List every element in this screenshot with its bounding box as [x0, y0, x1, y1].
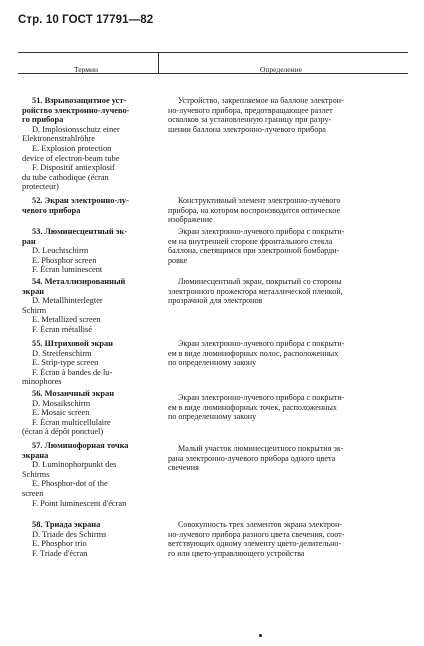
term-title: 54. Металлизированный [32, 277, 126, 286]
term-foreign: F. Écran luminescent [32, 265, 103, 275]
definition-line: ветствующих одному элементу цвето-делительно- [168, 539, 342, 549]
term-foreign: protecteur) [22, 182, 59, 192]
definition-line: Конструктивный элемент электронно-лучевого [178, 196, 341, 205]
definition-line: Малый участок люминесцентного покрытия эк- [178, 444, 344, 453]
term-foreign: du tube cathodique (écran [22, 172, 109, 182]
term-foreign: (écran à dépôt ponctuel) [22, 427, 104, 437]
definition-entry-53 [168, 227, 404, 265]
definition-entry-58 [168, 520, 404, 558]
definition-line: шении баллона электронно-лучевого прибора [168, 124, 326, 134]
term-title: экрана [22, 450, 49, 460]
term-entry-52 [22, 196, 162, 215]
term-foreign: F. Écran multicellulaire [32, 417, 111, 427]
term-foreign: D. Mosaikschirm [32, 398, 91, 408]
definition-entry-57 [168, 444, 404, 473]
term-foreign: D. Implosionsschutz einer [32, 124, 120, 134]
definition-line: но-лучевого прибора разного цвета свечения, соот- [168, 529, 345, 539]
definition-line: ем на внутренней стороне фронтального стекла [168, 236, 333, 246]
definition-entry-56 [168, 393, 404, 422]
page-mark [259, 634, 262, 637]
term-title: 58. Триада экрана [32, 520, 101, 529]
definition-line: изображение [168, 215, 213, 225]
term-title: ройство электронно-лучево- [22, 105, 130, 115]
term-foreign: E. Phosphor screen [32, 255, 97, 265]
term-title: 56. Мозаичный экран [32, 389, 115, 398]
definition-line: Устройство, закрепляемое на баллоне электрон- [178, 96, 344, 105]
term-foreign: Schirm [22, 305, 47, 315]
definition-line: электронного прожектора металлической пленкой, [168, 286, 343, 296]
term-foreign: E. Metallized screen [32, 315, 101, 325]
definition-entry-52 [168, 196, 404, 225]
term-foreign: E. Strip-type screen [32, 358, 99, 368]
term-title: чевого прибора [22, 205, 81, 215]
definition-line: осколков за установленную границу при разру- [168, 115, 332, 125]
definition-line: Люминесцентный экран, покрытый со стороны [178, 277, 342, 286]
term-foreign: D. Streifenschirm [32, 348, 92, 358]
page-header: Стр. 10 ГОСТ 17791—82 [18, 14, 154, 26]
term-entry-51 [22, 96, 162, 192]
definition-line: прибора, на котором воспроизводится оптическое [168, 205, 341, 215]
term-foreign: E. Mosaic screen [32, 408, 90, 418]
column-divider [158, 52, 159, 74]
definition-line: по определенному закону [168, 412, 257, 422]
term-foreign: F. Écran à bandes de lu- [32, 367, 113, 377]
term-title: 55. Штриховой экран [32, 339, 113, 348]
term-foreign: screen [22, 488, 44, 498]
term-foreign: minophores [22, 377, 62, 387]
term-entry-55 [22, 339, 162, 387]
definition-line: Экран электронно-лучевого прибора с покрыти- [178, 227, 345, 236]
definition-line: свечения [168, 463, 199, 473]
definition-entry-51 [168, 96, 404, 134]
term-title: ран [22, 236, 36, 246]
term-title: 52. Экран электронно-лу- [32, 196, 129, 205]
term-foreign: Elektronenstrahlröhre [22, 134, 96, 144]
definition-entry-55 [168, 339, 404, 368]
definition-line: баллона, светящимся при электронной бомбарди- [168, 246, 340, 256]
term-foreign: D. Leuchtschirm [32, 246, 89, 256]
definition-line: Экран электронно-лучевого прибора с покрыти- [178, 393, 345, 402]
definition-entry-54 [168, 277, 404, 306]
definition-line: ем в виде люминофорных полос, расположенных [168, 348, 339, 358]
term-foreign: D. Triade des Schirms [32, 529, 107, 539]
term-title: го прибора [22, 115, 64, 125]
term-foreign: E. Phosphor trio [32, 539, 87, 549]
definition-line: го или цвето-управляющего устройства [168, 548, 305, 558]
definition-line: рана электронно-лучевого прибора одного цвета [168, 453, 336, 463]
term-title: 51. Взрывозащитное уст- [32, 96, 127, 105]
term-foreign: Schirms [22, 469, 50, 479]
definition-line: Совокупность трех элементов экрана электрон- [178, 520, 342, 529]
term-entry-57 [22, 441, 162, 508]
definition-line: но-лучевого прибора, предотвращающее разлет [168, 105, 333, 115]
definition-line: Экран электронно-лучевого прибора с покрыти- [178, 339, 345, 348]
term-title: 53. Люминесцентный эк- [32, 227, 127, 236]
term-entry-58 [22, 520, 162, 558]
term-foreign: E. Phosphor-dot of the [32, 479, 108, 489]
definition-line: ровке [168, 255, 188, 265]
column-header-definition: Определение [260, 65, 302, 74]
term-foreign: F. Point luminescent d'écran [32, 498, 127, 508]
term-foreign: E. Explosion protection [32, 143, 112, 153]
definition-line: по определенному закону [168, 358, 257, 368]
term-foreign: D. Luminophorpunkt des [32, 460, 117, 470]
term-title: экран [22, 286, 45, 296]
term-foreign: F. Écran métallisé [32, 324, 93, 334]
term-foreign: F. Triade d'écran [32, 548, 88, 558]
definition-line: прозрачной для электронов [168, 296, 263, 306]
term-foreign: F. Dispositif antiexplosif [32, 163, 115, 173]
term-title: 57. Люминофорная точка [32, 441, 129, 450]
definition-line: ем в виде люминофорных точек, расположенных [168, 402, 337, 412]
term-foreign: D. Metallhinterlegter [32, 296, 103, 306]
term-entry-53 [22, 227, 162, 275]
term-entry-54 [22, 277, 162, 335]
term-entry-56 [22, 389, 162, 437]
term-foreign: device of electron-beam tube [22, 153, 120, 163]
column-header-term: Термин [74, 65, 99, 74]
